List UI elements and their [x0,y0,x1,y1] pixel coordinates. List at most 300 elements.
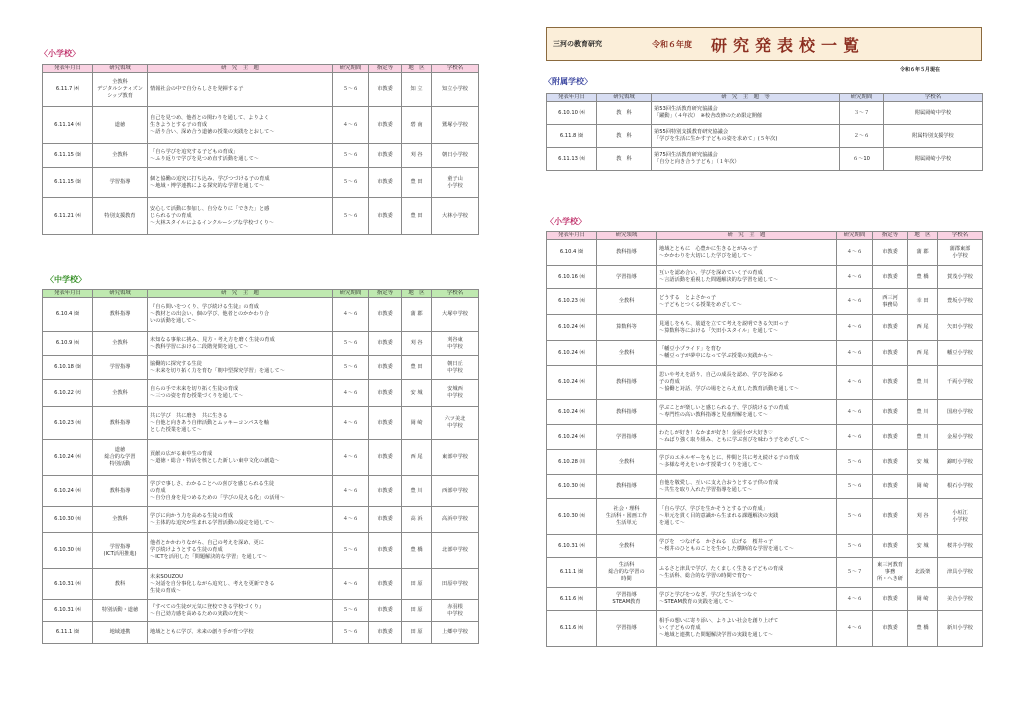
cell-period: ４～６ [837,240,873,266]
cell-date: 6.10.24 ㈭ [547,366,597,400]
cell-area: 刈 谷 [908,499,938,535]
cell-date: 6.11.1 ㈮ [547,558,597,588]
cell-theme: 自己を見つめ、他者との関わりを通して、よりよく 生きようとする子の育成 ～語り合い、深め合う道徳の授業の実践をとおして～ [148,107,333,144]
cell-desig: 市教委 [369,440,402,476]
cell-period: ４～６ [837,266,873,289]
cell-area: 豊 川 [402,476,432,507]
cell-date: 6.10.31 ㈭ [547,535,597,558]
cell-desig: 市教委 [369,298,402,332]
cell-desig: 市教委 [873,475,908,499]
cell-theme: 自らの手で未来を切り拓く生徒の育成 ～三つの姿を育む授業づくりを通して～ [148,380,333,407]
cell-date: 6.10.24 ㈭ [547,425,597,450]
cell-theme: 第55回特別支援教育研究協議会 「学びを生活に生かす子どもの姿を求めて」(５年次) [652,125,840,148]
cell-date: 6.10.24 ㈭ [43,476,93,507]
cell-date: 6.10.22 ㈫ [43,380,93,407]
cell-area: 田 原 [402,569,432,600]
cell-field: 学習指導 (ICT活用推進) [93,533,148,569]
cell-field: 地域連携 [93,622,148,644]
cell-field: 全教科 [93,380,148,407]
cell-desig: 市教委 [873,400,908,425]
cell-period: ４～６ [837,400,873,425]
cell-area: 高 浜 [402,507,432,533]
cell-school: 朝日小学校 [432,144,479,168]
cell-school: 上郷中学校 [432,622,479,644]
cell-area: 西 尾 [402,440,432,476]
cell-area: 刈 谷 [402,144,432,168]
table-row [547,588,983,611]
cell-period: ５～６ [837,450,873,475]
table-row [43,298,479,332]
table-row [547,240,983,266]
table-row [43,407,479,440]
table-row [43,198,479,235]
cell-date: 6.10.24 ㈭ [547,341,597,366]
cell-desig: 市教委 [873,240,908,266]
table-row [43,600,479,622]
cell-desig: 市教委 [873,425,908,450]
section-heading-junior-high: 〈中学校〉 [46,275,86,284]
cell-field: 社会・理科 生活科・図画工作 生活単元 [597,499,657,535]
cell-period: ４～６ [333,407,369,440]
cell-period: ５～６ [333,622,369,644]
cell-theme: 情報社会の中で自分らしさを発揮する子 [148,73,333,107]
cell-field: 学習指導 [93,168,148,198]
cell-date: 6.11.7 ㈭ [43,73,93,107]
cell-date: 6.10.24 ㈭ [43,440,93,476]
table-row [43,73,479,107]
cell-area: 碧 南 [402,107,432,144]
cell-school: 蒲郡東部 小学校 [938,240,983,266]
cell-field: 全教科 [93,507,148,533]
cell-desig: 市教委 [369,380,402,407]
col-field: 研究領域 [93,290,148,298]
cell-period: ２～６ [840,125,884,148]
col-theme: 研 究 主 題 [657,232,837,240]
cell-theme: 「幡豆小プライド」を育む ～幡豆っ子が夢中になって学ぶ授業の実践から～ [657,341,837,366]
cell-area: 豊 田 [402,168,432,198]
cell-period: ５～６ [837,499,873,535]
cell-period: ５～６ [333,332,369,356]
col-school: 学校名 [938,232,983,240]
cell-area: 豊 田 [402,198,432,235]
cell-theme: 未知なる事象に挑み、見方・考え方を磨く生徒の育成 ～教科学習における二段階発問を通して～ [148,332,333,356]
cell-school: 附属岡崎中学校 [884,102,983,125]
cell-school: 新川小学校 [938,611,983,647]
title-year: 令和６年度 [652,38,692,49]
cell-field: 学習指導 [597,425,657,450]
cell-desig: 市教委 [369,476,402,507]
cell-field: 全教科 [597,450,657,475]
cell-area: 蒲 郡 [908,240,938,266]
cell-desig: 市教委 [873,266,908,289]
cell-school: 童子山 小学校 [432,168,479,198]
cell-school: 津具小学校 [938,558,983,588]
cell-area: 豊 川 [908,425,938,450]
col-field: 研究領域 [597,232,657,240]
cell-desig: 市教委 [369,507,402,533]
cell-field: 特別活動・道徳 [93,600,148,622]
col-area: 地 区 [908,232,938,240]
cell-period: ５～６ [333,533,369,569]
cell-field: 全教科 [597,341,657,366]
table-row [547,341,983,366]
cell-theme: 個と協働の追究に打ち込み、学びつづける子の育成 ～地域・博学連携による探究的な学習を通して～ [148,168,333,198]
cell-area: 安 城 [402,380,432,407]
cell-theme: 協働的に探究する生徒 ～未来を切り拓く力を育む「朝中型探究学習」を通して～ [148,356,333,380]
table-elementary-left [42,64,479,235]
cell-theme: 学びで事しさ、わかることへの喜びを感じられる生徒 の育成 ～自分自身を見つめるための「学びの見える化」の活用～ [148,476,333,507]
cell-date: 6.10.28 ㈪ [547,450,597,475]
cell-date: 6.11.8 ㈮ [547,125,597,148]
table-row [547,475,983,499]
table-row [43,440,479,476]
cell-field: 生活科 総合的な学習の 時間 [597,558,657,588]
cell-field: 特別支援教育 [93,198,148,235]
cell-period: ５～６ [333,73,369,107]
table-row [547,558,983,588]
cell-date: 6.10.4 ㈮ [547,240,597,266]
cell-theme: ふるさと津具で学び、たくましく生きる子どもの育成 ～生活科、総合的な学習の時間で育む～ [657,558,837,588]
cell-school: 西部中学校 [432,476,479,507]
cell-date: 6.11.15 ㈮ [43,144,93,168]
cell-desig: 市教委 [369,533,402,569]
page-title: 研究発表校一覧 [711,35,866,55]
cell-date: 6.10.9 ㈬ [43,332,93,356]
cell-desig: 市教委 [369,144,402,168]
cell-date: 6.10.16 ㈬ [547,266,597,289]
cell-period: ５～６ [333,356,369,380]
cell-field: 全教科 デジタルシティズン シップ教育 [93,73,148,107]
cell-desig: 市教委 [369,622,402,644]
cell-area: 岡 崎 [402,407,432,440]
table-row [547,450,983,475]
cell-area: 岡 崎 [908,588,938,611]
cell-school: 知立小学校 [432,73,479,107]
cell-theme: 共に学び 共に磨き 共に生きる ～自他と向きあう自律活動とムッキーコンパスを軸 とした授業を通して～ [148,407,333,440]
cell-theme: 第53回生活教育研究協議会 「躍動」（４年次） ※校舎改修のため限定開催 [652,102,840,125]
section-heading-elementary-left: 〈小学校〉 [40,49,80,58]
cell-school: 東部中学校 [432,440,479,476]
cell-theme: 地域とともに学び、未来の創り手が育つ学校 [148,622,333,644]
cell-date: 6.10.30 ㈬ [547,475,597,499]
col-date: 発表年月日 [547,232,597,240]
cell-theme: 貢献の広がる東中生の育成 ～道徳・総合・特活を核とした新しい東中文化の創造～ [148,440,333,476]
table-row [547,315,983,341]
cell-school: 朝日丘 中学校 [432,356,479,380]
cell-date: 6.10.31 ㈭ [43,600,93,622]
section-heading-attached: 〈附属学校〉 [544,77,592,86]
col-period: 研究期間 [333,65,369,73]
table-header-row [547,232,983,240]
cell-field: 全教科 [597,289,657,315]
cell-period: ５～６ [837,475,873,499]
title-org: 三河の教育研究 [553,39,602,48]
cell-school: 刈谷東 中学校 [432,332,479,356]
col-theme: 研 究 主 題 [148,290,333,298]
cell-field: 全教科 [93,144,148,168]
cell-desig: 市教委 [369,407,402,440]
col-theme: 研 究 主 題 等 [652,94,840,102]
col-period: 研究期間 [840,94,884,102]
cell-field: 教科指導 [93,407,148,440]
cell-period: ３～７ [840,102,884,125]
table-row [547,425,983,450]
cell-theme: 第75回生活教育研究協議会 「自分と向き合う子ども」（１年次） [652,148,840,171]
table-header-row [43,65,479,73]
cell-date: 6.11.1 ㈮ [43,622,93,644]
cell-area: 豊 橋 [908,611,938,647]
cell-school: 六ツ美北 中学校 [432,407,479,440]
cell-field: 学習指導 [597,266,657,289]
cell-period: ５～６ [837,535,873,558]
cell-theme: 未来SOUZOU ～対話を自分事化しながら追究し、考えを更新できる 生徒の育成～ [148,569,333,600]
cell-field: 教科 [93,569,148,600]
table-header-row [43,290,479,298]
col-area: 地 区 [402,290,432,298]
col-theme: 研 究 主 題 [148,65,333,73]
page-title-box [546,27,982,61]
cell-area: 豊 川 [908,400,938,425]
cell-area: 田 原 [402,622,432,644]
cell-date: 6.11.15 ㈮ [43,168,93,198]
cell-period: ４～６ [333,107,369,144]
col-period: 研究期間 [333,290,369,298]
table-row [43,168,479,198]
cell-date: 6.10.18 ㈮ [43,356,93,380]
table-row [547,611,983,647]
cell-desig: 市教委 [369,168,402,198]
cell-theme: 思いや考えを語り、自己の成長を認め、学びを深める 子の育成 ～協働と対話、学びの場をとらえ直した教育活動を通して～ [657,366,837,400]
as-of-date: 令和６年５月現在 [900,67,941,73]
cell-area: 西 尾 [908,341,938,366]
cell-period: ４～６ [333,476,369,507]
col-date: 発表年月日 [43,65,93,73]
cell-school: 千両小学校 [938,366,983,400]
cell-theme: 相手の想いに寄り添い、よりよい社会を創り上げて いく子どもの育成 ～地域と連携した問題解決学習の実践を通して～ [657,611,837,647]
cell-field: 道徳 [93,107,148,144]
cell-field: 教 科 [597,148,652,171]
col-designation: 指定等 [369,65,402,73]
cell-area: 安 城 [908,450,938,475]
cell-desig: 市教委 [873,535,908,558]
table-row [547,148,983,171]
cell-field: 教 科 [597,125,652,148]
table-row [547,289,983,315]
col-school: 学校名 [432,65,479,73]
cell-desig: 市教委 [369,198,402,235]
cell-theme: 自他を敬愛し、互いに支え合おうとする子供の育成 ～共生を取り入れた学習指導を通して～ [657,475,837,499]
cell-area: 岡 崎 [908,475,938,499]
cell-school: 矢田小学校 [938,315,983,341]
cell-area: 田 原 [402,600,432,622]
cell-date: 6.10.4 ㈮ [43,298,93,332]
col-period: 研究期間 [837,232,873,240]
cell-school: 田原中学校 [432,569,479,600]
cell-area: 蒲 郡 [402,298,432,332]
cell-desig: 市教委 [369,73,402,107]
cell-date: 6.10.30 ㈬ [43,507,93,533]
cell-date: 6.11.13 ㈬ [547,148,597,171]
cell-school: 安城西 中学校 [432,380,479,407]
col-date: 発表年月日 [547,94,597,102]
table-row [43,622,479,644]
cell-period: ４～６ [837,611,873,647]
cell-area: 豊 田 [402,356,432,380]
cell-area: 豊 橋 [402,533,432,569]
cell-date: 6.10.24 ㈭ [547,400,597,425]
table-row [547,400,983,425]
table-row [43,476,479,507]
cell-period: ４～６ [333,440,369,476]
col-school: 学校名 [432,290,479,298]
cell-field: 全教科 [93,332,148,356]
cell-school: 賀茂小学校 [938,266,983,289]
cell-school: 錦町小学校 [938,450,983,475]
cell-area: 安 城 [908,535,938,558]
cell-date: 6.10.30 ㈬ [43,533,93,569]
cell-desig: 市教委 [369,569,402,600]
cell-field: 全教科 [597,535,657,558]
cell-date: 6.10.31 ㈭ [43,569,93,600]
table-row [43,144,479,168]
cell-desig: 市教委 [873,341,908,366]
cell-field: 教科指導 [597,475,657,499]
cell-school: 大林小学校 [432,198,479,235]
cell-desig: 市教委 [369,332,402,356]
table-row [547,266,983,289]
cell-field: 教 科 [597,102,652,125]
col-date: 発表年月日 [43,290,93,298]
table-elementary-right [546,231,983,647]
cell-period: ５～６ [333,198,369,235]
cell-field: 学習指導 STEAM教育 [597,588,657,611]
table-row [43,507,479,533]
table-row [43,533,479,569]
table-row [547,125,983,148]
cell-theme: 他者とかかわりながら、自己の考えを深め、更に 学び続けようとする生徒の育成 ～ICTを活用した「問題解決的な学習」を通して～ [148,533,333,569]
cell-theme: 『すべての生徒が元気に登校できる学校づくり』 ～自己効力感を高めるための実践の充実～ [148,600,333,622]
cell-desig: 市教委 [873,611,908,647]
table-row [43,569,479,600]
table-row [547,366,983,400]
cell-school: 根石小学校 [938,475,983,499]
cell-desig: 市教委 [369,356,402,380]
cell-theme: 地域とともに 心豊かに生きるとがみっ子 ～かかわりを大切にした学びを通して～ [657,240,837,266]
col-school: 学校名 [884,94,983,102]
cell-area: 豊 川 [908,366,938,400]
cell-desig: 市教委 [873,588,908,611]
table-row [43,380,479,407]
cell-school: 赤羽根 中学校 [432,600,479,622]
cell-date: 6.10.23 ㈬ [547,289,597,315]
cell-desig: 市教委 [369,107,402,144]
cell-theme: 学びに向かう力を高める生徒の育成 ～主体的な追究が生まれる学習活動の設定を通して～ [148,507,333,533]
cell-school: 小垣江 小学校 [938,499,983,535]
cell-area: 知 立 [402,73,432,107]
cell-period: ４～６ [837,289,873,315]
table-row [547,102,983,125]
cell-field: 道徳 総合的な学習 特別活動 [93,440,148,476]
cell-school: 北部中学校 [432,533,479,569]
cell-school: 桜井小学校 [938,535,983,558]
cell-desig: 市教委 [873,366,908,400]
cell-area: 西 尾 [908,315,938,341]
cell-school: 鷲塚小学校 [432,107,479,144]
table-header-row [547,94,983,102]
cell-theme: 互いを認め合い、学びを深めていく子の育成 ～言語活動を重視した問題解決的な学習を通して～ [657,266,837,289]
table-row [43,356,479,380]
cell-area: 北設楽 [908,558,938,588]
cell-desig: 市教委 [873,315,908,341]
cell-period: ４～６ [837,588,873,611]
cell-field: 学習指導 [93,356,148,380]
col-field: 研究領域 [93,65,148,73]
cell-desig: 西三河 事務局 [873,289,908,315]
cell-period: ６～10 [840,148,884,171]
cell-field: 教科指導 [93,476,148,507]
cell-theme: 学ぶことが楽しいと感じられる子、学び続ける子の育成 ～専門性の高い教科指導と児童理解を通して～ [657,400,837,425]
cell-desig: 東三河教育事務 所・へき研 [873,558,908,588]
cell-date: 6.11.14 ㈭ [43,107,93,144]
cell-desig: 市教委 [873,499,908,535]
cell-school: 国府小学校 [938,400,983,425]
cell-date: 6.10.30 ㈬ [547,499,597,535]
cell-theme: 学びを つなげる かさねる 広げる 桜井っ子 ～桜井のひとものことを生かした横断的な学習を通して～ [657,535,837,558]
cell-date: 6.11.6 ㈬ [547,611,597,647]
cell-area: 刈 谷 [402,332,432,356]
cell-school: 金屋小学校 [938,425,983,450]
cell-theme: わたしが好き！なかまが好き！金屋小が大好き♡ ～ねばり強く取り組み、ともに学ぶ喜びを味わう子をめざして～ [657,425,837,450]
cell-field: 学習指導 [597,611,657,647]
cell-date: 6.11.21 ㈭ [43,198,93,235]
cell-period: ５～７ [837,558,873,588]
cell-school: 豊坂小学校 [938,289,983,315]
col-area: 地 区 [402,65,432,73]
cell-theme: 安心して活動に参加し、自分なりに「できた」と感 じられる子の育成 ～大林スタイルによるインクルーシブな学校づくり～ [148,198,333,235]
cell-theme: 「自ら学び、学びを生かそうとする子の育成」 ～単元を貫く目的意識から生まれる課題解決の実践 を通して～ [657,499,837,535]
table-row [547,535,983,558]
col-field: 研究領域 [597,94,652,102]
cell-period: ４～６ [837,341,873,366]
table-row [43,107,479,144]
cell-theme: 学びのエネルギーをもとに、仲間と共に考え続ける子の育成 ～多様な考えをいかす授業づくりを通して～ [657,450,837,475]
cell-period: ４～６ [333,298,369,332]
cell-date: 6.10.24 ㈭ [547,315,597,341]
cell-theme: 『自ら問いをつくり、学び続ける生徒』の育成 ～教材との出会い、個の学び、他者とのかかわり合 いの活動を通して～ [148,298,333,332]
table-attached-schools [546,93,983,171]
cell-period: ４～６ [837,425,873,450]
table-row [43,332,479,356]
cell-school: 高浜中学校 [432,507,479,533]
cell-date: 6.11.6 ㈬ [547,588,597,611]
cell-period: ４～６ [837,315,873,341]
cell-school: 美合小学校 [938,588,983,611]
cell-period: ５～６ [333,168,369,198]
cell-period: ５～６ [333,144,369,168]
cell-period: ４～６ [837,366,873,400]
cell-period: ４～６ [333,507,369,533]
cell-desig: 市教委 [369,600,402,622]
col-designation: 指定等 [369,290,402,298]
cell-period: ５～６ [333,600,369,622]
cell-area: 幸 田 [908,289,938,315]
cell-theme: 見通しをもち、筋道を立てて考えを説明できる矢田っ子 ～算数科等における「矢田小スタイル」を通して～ [657,315,837,341]
cell-desig: 市教委 [873,450,908,475]
table-row [547,499,983,535]
table-junior-high [42,289,479,644]
cell-school: 附属岡崎小学校 [884,148,983,171]
cell-period: ４～６ [333,569,369,600]
